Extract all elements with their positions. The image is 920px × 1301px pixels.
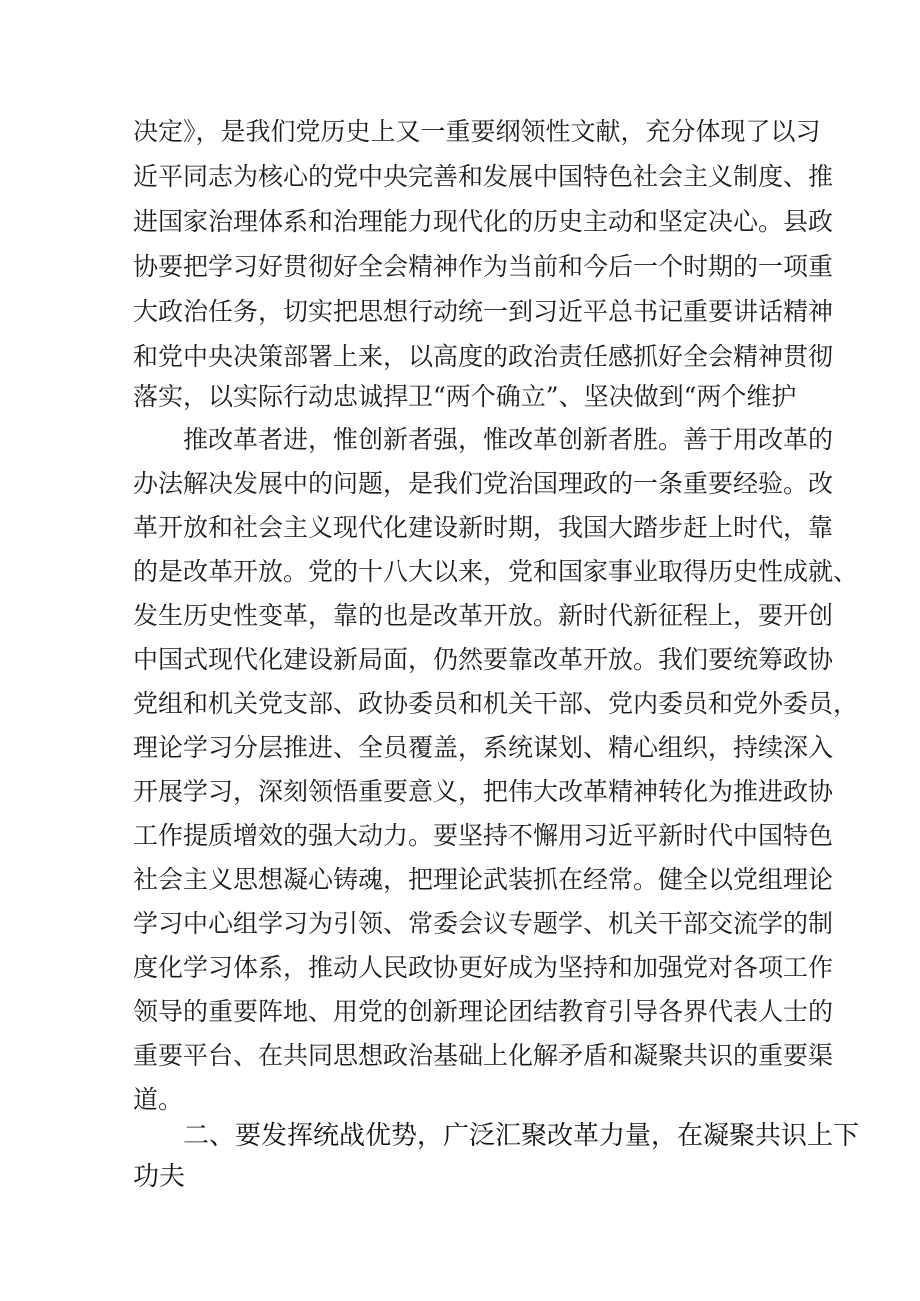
paragraph-line: 发生历史性变革，靠的也是改革开放。新时代新征程上，要开创 — [133, 601, 834, 630]
paragraph-line: 进国家治理体系和治理能力现代化的历史主动和坚定决心。县政 — [133, 207, 834, 236]
paragraph-line: 党组和机关党支部、政协委员和机关干部、党内委员和党外委员， — [133, 689, 859, 718]
paragraph-line: 工作提质增效的强大动力。要坚持不懈用习近平新时代中国特色 — [133, 821, 834, 850]
paragraph-line: 学习中心组学习为引领、常委会议专题学、机关干部交流学的制 — [133, 909, 834, 938]
section-heading-line: 功夫 — [133, 1162, 186, 1192]
paragraph-line: 理论学习分层推进、全员覆盖，系统谋划、精心组织，持续深入 — [133, 733, 834, 762]
paragraph-line: 开展学习，深刻领悟重要意义，把伟大改革精神转化为推进政协 — [133, 777, 834, 806]
paragraph-line: 近平同志为核心的党中央完善和发展中国特色社会主义制度、推 — [133, 162, 834, 191]
paragraph-line: 度化学习体系，推动人民政协更好成为坚持和加强党对各项工作 — [133, 953, 834, 982]
paragraph-line: 大政治任务，切实把思想行动统一到习近平总书记重要讲话精神 — [133, 297, 834, 326]
paragraph-line: 协要把学习好贯彻好全会精神作为当前和今后一个时期的一项重 — [133, 252, 834, 281]
paragraph-line: 的是改革开放。党的十八大以来，党和国家事业取得历史性成就、 — [133, 557, 859, 586]
paragraph-line: 重要平台、在共同思想政治基础上化解矛盾和凝聚共识的重要渠 — [133, 1041, 834, 1070]
paragraph-line: 道。 — [133, 1085, 184, 1114]
paragraph-line: 和党中央决策部署上来，以高度的政治责任感抓好全会精神贯彻 — [133, 342, 834, 371]
paragraph-line: 中国式现代化建设新局面，仍然要靠改革开放。我们要统筹政协 — [133, 645, 834, 674]
paragraph-line: 领导的重要阵地、用党的创新理论团结教育引导各界代表人士的 — [133, 997, 834, 1026]
paragraph-line: 落实，以实际行动忠诚捍卫“两个确立”、坚决做到“两个维护 — [133, 382, 797, 411]
section-heading-line: 二、要发挥统战优势，广泛汇聚改革力量，在凝聚共识上下 — [183, 1121, 860, 1151]
paragraph-line: 办法解决发展中的问题，是我们党治国理政的一条重要经验。改 — [133, 469, 834, 498]
paragraph-line: 推改革者进，惟创新者强，惟改革创新者胜。善于用改革的 — [183, 425, 834, 454]
paragraph-line: 社会主义思想凝心铸魂，把理论武装抓在经常。健全以党组理论 — [133, 865, 834, 894]
paragraph-line: 革开放和社会主义现代化建设新时期，我国大踏步赶上时代，靠 — [133, 513, 834, 542]
paragraph-line: 决定》，是我们党历史上又一重要纲领性文献，充分体现了以习 — [133, 117, 821, 146]
